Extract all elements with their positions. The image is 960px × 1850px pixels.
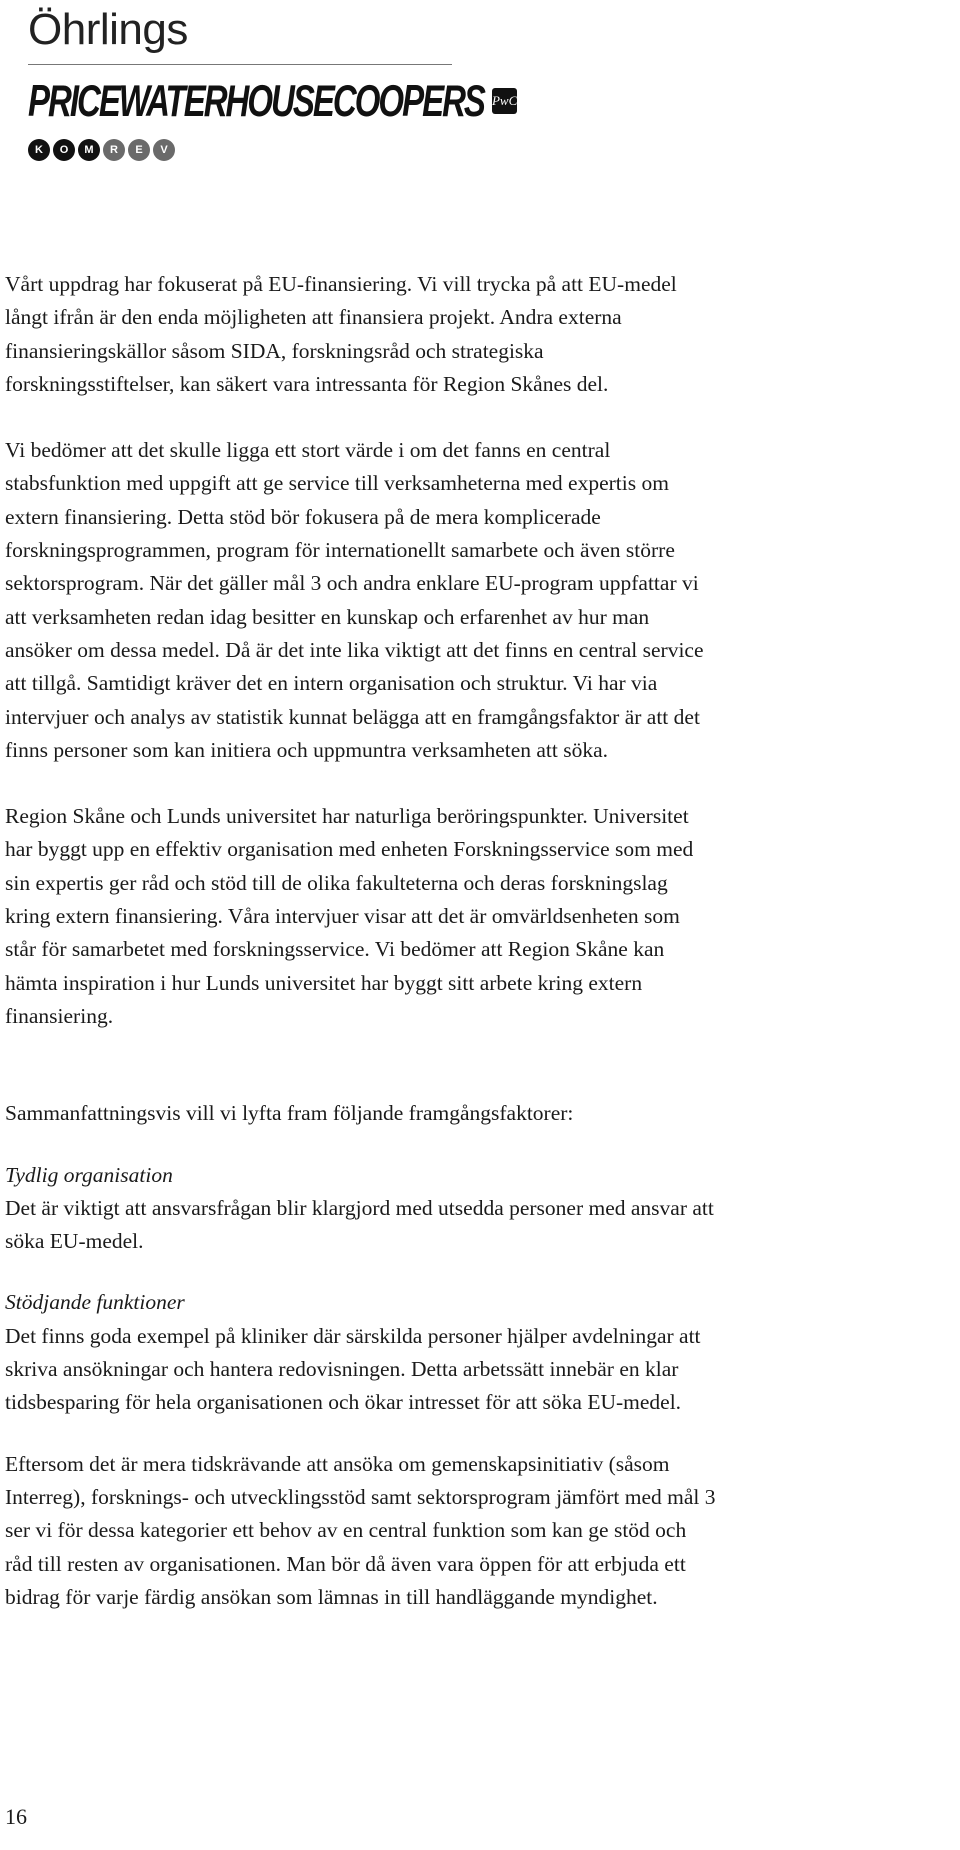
factor-body-organisation: Det är viktigt att ansvarsfrågan blir klargjord med utsedda personer med ansvar att söka EU-medel. <box>5 1195 714 1254</box>
paragraph-gemenskapsinitiativ: Eftersom det är mera tidskrävande att ansöka om gemenskapsinitiativ (såsom Interreg), forsknings- och utvecklingsstöd samt sektorsprogram jämfört med mål 3 ser vi för dessa kategorier ett behov av en central funktion som kan ge stöd och råd till resten av organisationen. Man bör då även vara öppen för att erbjuda ett bidrag för varje färdig ansökan som lämnas in till handläggande myndighet. <box>5 1451 716 1609</box>
factor-title-funktioner: Stödjande funktioner <box>5 1290 185 1315</box>
logo-divider <box>28 64 452 65</box>
paragraph-stabsfunktion: Vi bedömer att det skulle ligga ett stort värde i om det fanns en central stabsfunktion med uppgift att ge service till verksamheterna med expertis om extern finansiering. Detta stöd bör fokusera på de mera komplicerade forskningsprogrammen, program för internationellt samarbete och även större sektorsprogram. När det gäller mål 3 och andra enklare EU-program uppfattar vi att verksamheten redan idag besitter en kunskap och erfarenhet av hur man ansöker om dessa medel. Då är det inte lika viktigt att det finns en central service att tillgå. Samtidigt kräver det en intern organisation och struktur. Vi har via intervjuer och analys av statistik kunnat belägga att en framgångsfaktor är att det finns personer som kan initiera och uppmuntra verksamheten att söka. <box>5 438 704 762</box>
paragraph-eu-financing: Vårt uppdrag har fokuserat på EU-finansiering. Vi vill trycka på att EU-medel långt ifrån är den enda möjligheten att finansiera projekt. Andra externa finansieringskällor såsom SIDA, forskningsråd och strategiska forskningsstiftelser, kan säkert vara intressanta för Region Skånes del. <box>5 272 677 396</box>
komrev-letter: M <box>78 139 100 161</box>
factor-body-funktioner: Det finns goda exempel på kliniker där särskilda personer hjälper avdelningar att skriva ansökningar och hantera redovisningen. Detta arbetssätt innebär en klar tidsbesparing för hela organisationen och ökar intresset för att söka EU-medel. <box>5 1323 701 1415</box>
summary-intro: Sammanfattningsvis vill vi lyfta fram följande framgångsfaktorer: <box>5 1101 574 1126</box>
komrev-letter: E <box>128 139 150 161</box>
document-body <box>5 268 955 1614</box>
pwc-wordmark: PRICEWATERHOUSECOOPERS <box>28 75 484 126</box>
letterhead <box>28 0 518 161</box>
komrev-letter: K <box>28 139 50 161</box>
komrev-letter: V <box>153 139 175 161</box>
page-number: 16 <box>5 1804 27 1829</box>
komrev-letter: O <box>53 139 75 161</box>
paragraph-lunds-universitet: Region Skåne och Lunds universitet har naturliga beröringspunkter. Universitet har byggt upp en effektiv organisation med enheten Forskningsservice som med sin expertis ger råd och stöd till de olika fakulteterna och deras forskningslag kring extern finansiering. Våra intervjuer visar att det är omvärldsenheten som står för samarbetet med forskningsservice. Vi bedömer att Region Skåne kan hämta inspiration i hur Lunds universitet har byggt sitt arbete kring extern finansiering. <box>5 804 694 1028</box>
pwc-seal-icon: PwC <box>492 88 517 114</box>
komrev-logo <box>28 139 468 161</box>
ohrlings-logo: Öhrlings <box>28 5 188 54</box>
komrev-letter: R <box>103 139 125 161</box>
factor-title-organisation: Tydlig organisation <box>5 1162 173 1187</box>
pwc-logo <box>28 75 518 127</box>
